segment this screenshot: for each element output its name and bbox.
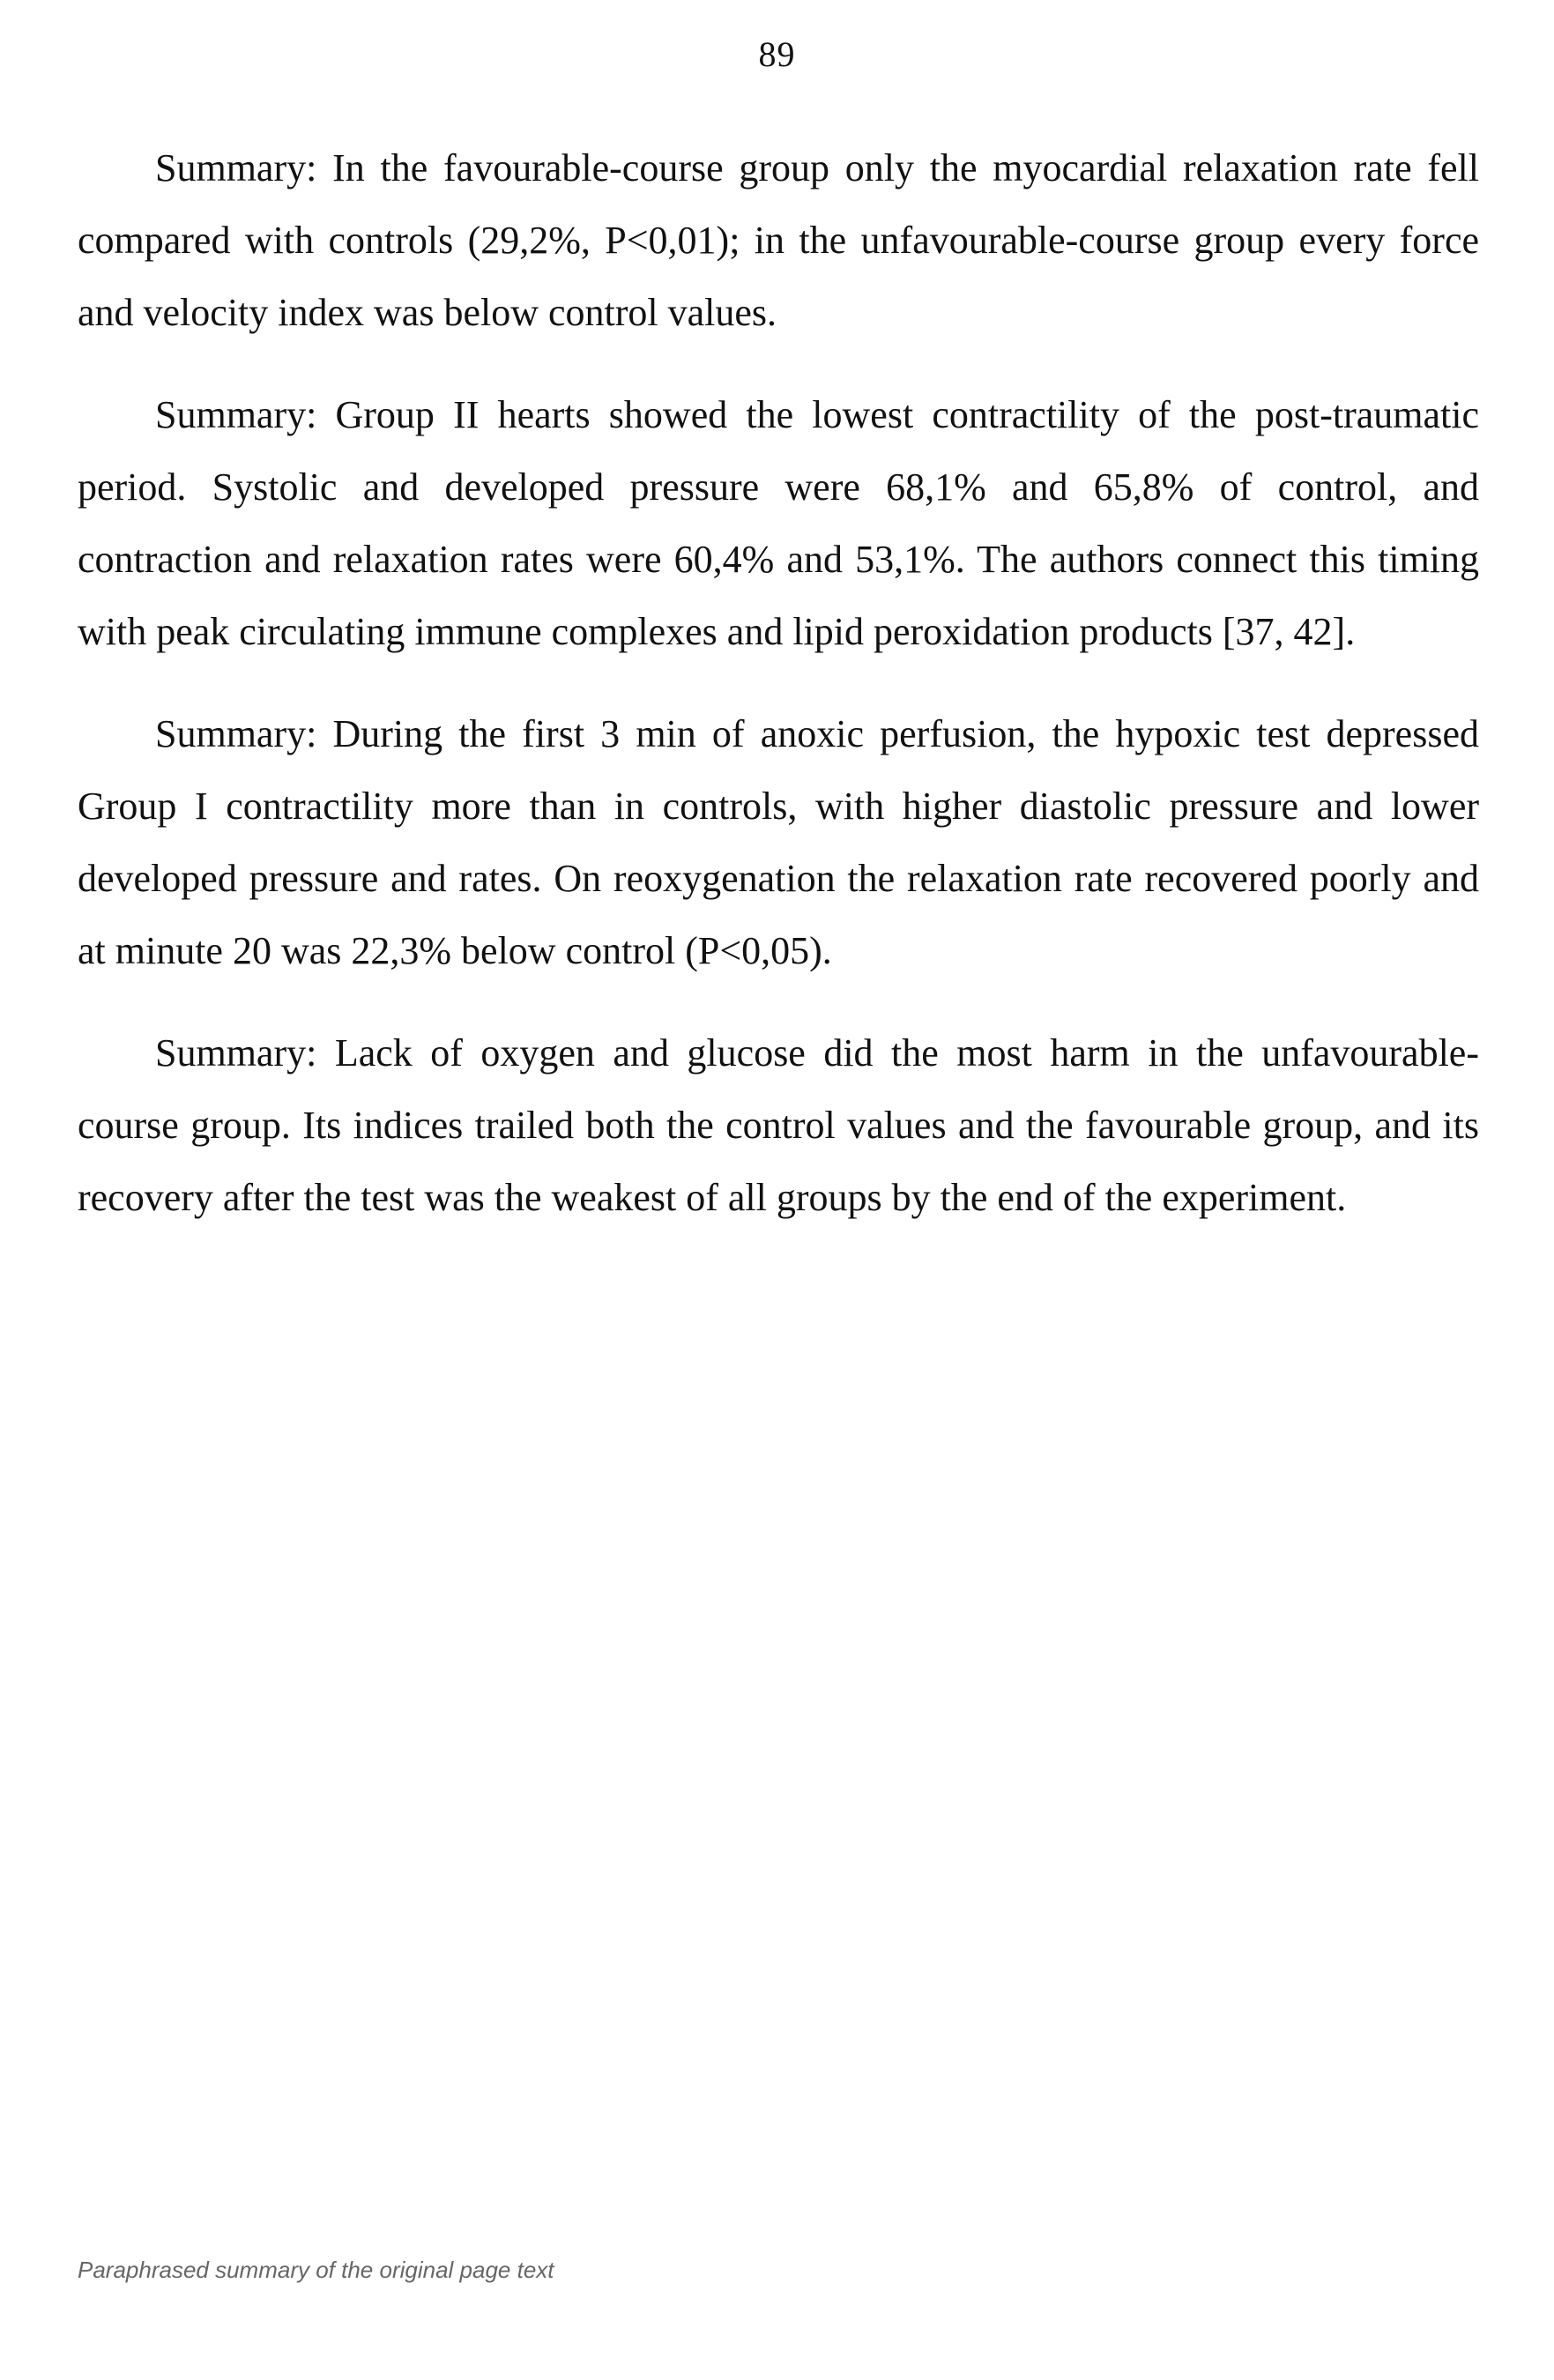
- page-number: 89: [758, 34, 796, 74]
- paragraph-4: Summary: Lack of oxygen and glucose did the most harm in the unfavourable-course group. Its indices trailed both the control values and the favourable group, and its recovery after the test was the weakest of all groups by the end of the experiment.: [78, 1031, 1479, 1219]
- paragraph-2: Summary: Group II hearts showed the lowest contractility of the post-traumatic period. Systolic and developed pressure were 68,1% and 65,8% of control, and contraction and relaxation rates were 60,4% and 53,1%. The authors connect this timing with peak circulating immune complexes and lipid peroxidation products [37, 42].: [78, 393, 1479, 653]
- page-body: [78, 132, 1479, 1264]
- paragraph-3: Summary: During the first 3 min of anoxic perfusion, the hypoxic test depressed Group I contractility more than in controls, with higher diastolic pressure and lower developed pressure and rates. On reoxygenation the relaxation rate recovered poorly and at minute 20 was 22,3% below control (P<0,05).: [78, 712, 1479, 972]
- paragraph-1: Summary: In the favourable-course group only the myocardial relaxation rate fell compared with controls (29,2%, P<0,01); in the unfavourable-course group every force and velocity index was below control values.: [78, 146, 1479, 334]
- summary-note: Paraphrased summary of the original page text: [78, 2257, 554, 2283]
